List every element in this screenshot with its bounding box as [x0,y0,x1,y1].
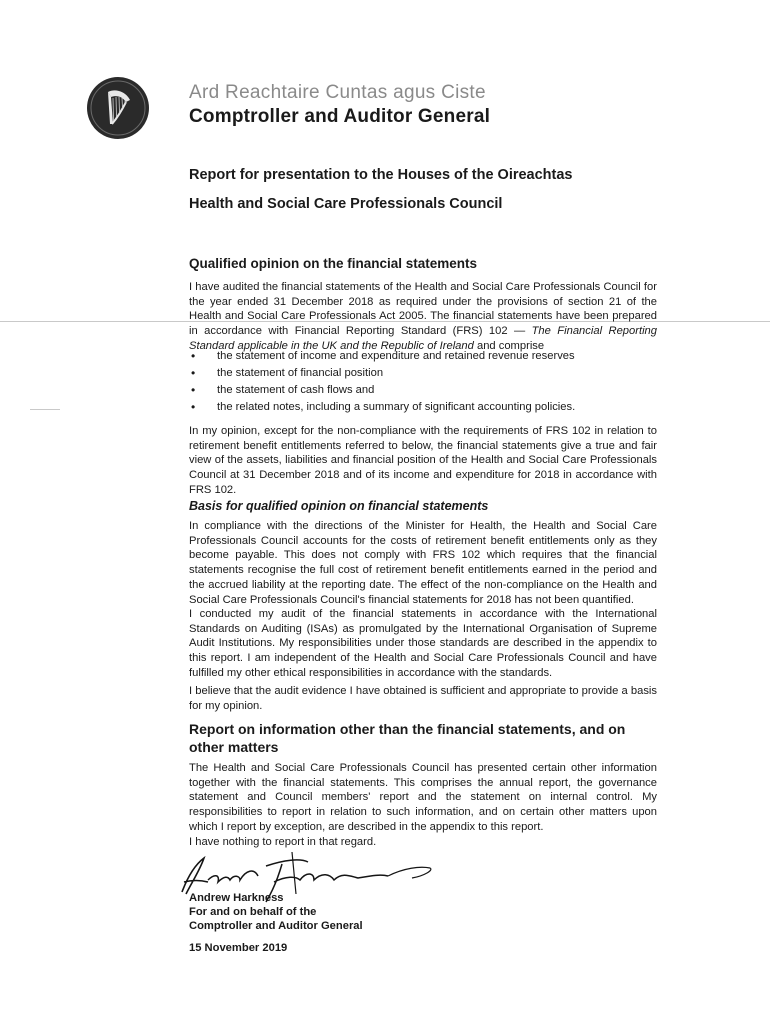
behalf-line-2: Comptroller and Auditor General [189,920,363,932]
other-info-heading-line-2: other matters [189,739,279,755]
list-item: • the statement of cash flows and [189,383,659,400]
opinion-intro-tail: and comprise [473,339,545,352]
report-date: 15 November 2019 [189,942,288,954]
opinion-intro-text: I have audited the financial statements of the Health and Social Care Professionals Council for the year ended 31 December 2018 as required under the provisions of section 21 of the Health and Social Care Professionals Act 2005. The financial statements have been prepared in accordance with Financial Reporting Standard (FRS) 102 — [189,281,657,338]
signatory-name: Andrew Harkness [189,892,284,904]
basis-paragraph-2: I conducted my audit of the financial statements in accordance with the International Standards on Auditing (ISAs) as promulgated by the International Organisation of Supreme Audit Institutions. My responsibilities under those standards are described in the appendix to this report. I am independent of the Health and Social Care Professionals Council and have fulfilled my other ethical responsibilities in accordance with the standards. [189,608,657,679]
org-name-irish: Ard Reachtaire Cuntas agus Ciste [189,82,486,103]
frs-title-italic: The Financial Reporting Standard applicable in the UK and the Republic of Ireland [189,325,657,352]
list-item: • the related notes, including a summary of significant accounting policies. [189,400,659,417]
statements-list [189,349,659,417]
report-title: Report for presentation to the Houses of the Oireachtas [189,167,573,183]
other-info-paragraph: The Health and Social Care Professionals Council has presented certain other information together with the financial statements. This comprises the annual report, the governance statement and Council members' report and the statement on internal control. My responsibilities to report in relation to such information, and on certain other matters upon which I report by exception, are described in the appendix to this report. [189,762,657,833]
nothing-to-report: I have nothing to report in that regard. [189,836,377,848]
harp-emblem-icon [86,76,150,140]
opinion-conclusion: In my opinion, except for the non-compliance with the requirements of FRS 102 in relation to retirement benefit entitlements referred to below, the financial statements give a true and fair view of the assets, liabilities and financial position of the Health and Social Care Professionals Council at 31 December 2018 and of its income and expenditure for 2018 in accordance with FRS 102. [189,425,657,496]
list-item: • the statement of financial position [189,366,659,383]
basis-paragraph-3: I believe that the audit evidence I have obtained is sufficient and appropriate to provide a basis for my opinion. [189,685,657,712]
org-name-english: Comptroller and Auditor General [189,106,491,127]
list-item: • the statement of income and expenditure and retained revenue reserves [189,349,659,366]
scan-artifact-line [30,409,60,410]
opinion-intro-paragraph [189,280,657,354]
entity-name: Health and Social Care Professionals Council [189,196,503,212]
basis-paragraph-1: In compliance with the directions of the Minister for Health, the Health and Social Care Professionals Council accounts for the costs of retirement benefit entitlements only as they become payable. This does not comply with FRS 102 which requires that the financial statements recognise the full cost of retirement benefit entitlements earned in the period and the accrued liability at the reporting date. The effect of the non-compliance on the Health and Social Care Professionals Council's financial statements for 2018 has not been quantified. [189,520,657,606]
other-info-heading-line-1: Report on information other than the financial statements, and on [189,721,626,737]
behalf-line-1: For and on behalf of the [189,906,317,918]
basis-heading: Basis for qualified opinion on financial statements [189,499,489,513]
opinion-heading: Qualified opinion on the financial statements [189,256,478,271]
